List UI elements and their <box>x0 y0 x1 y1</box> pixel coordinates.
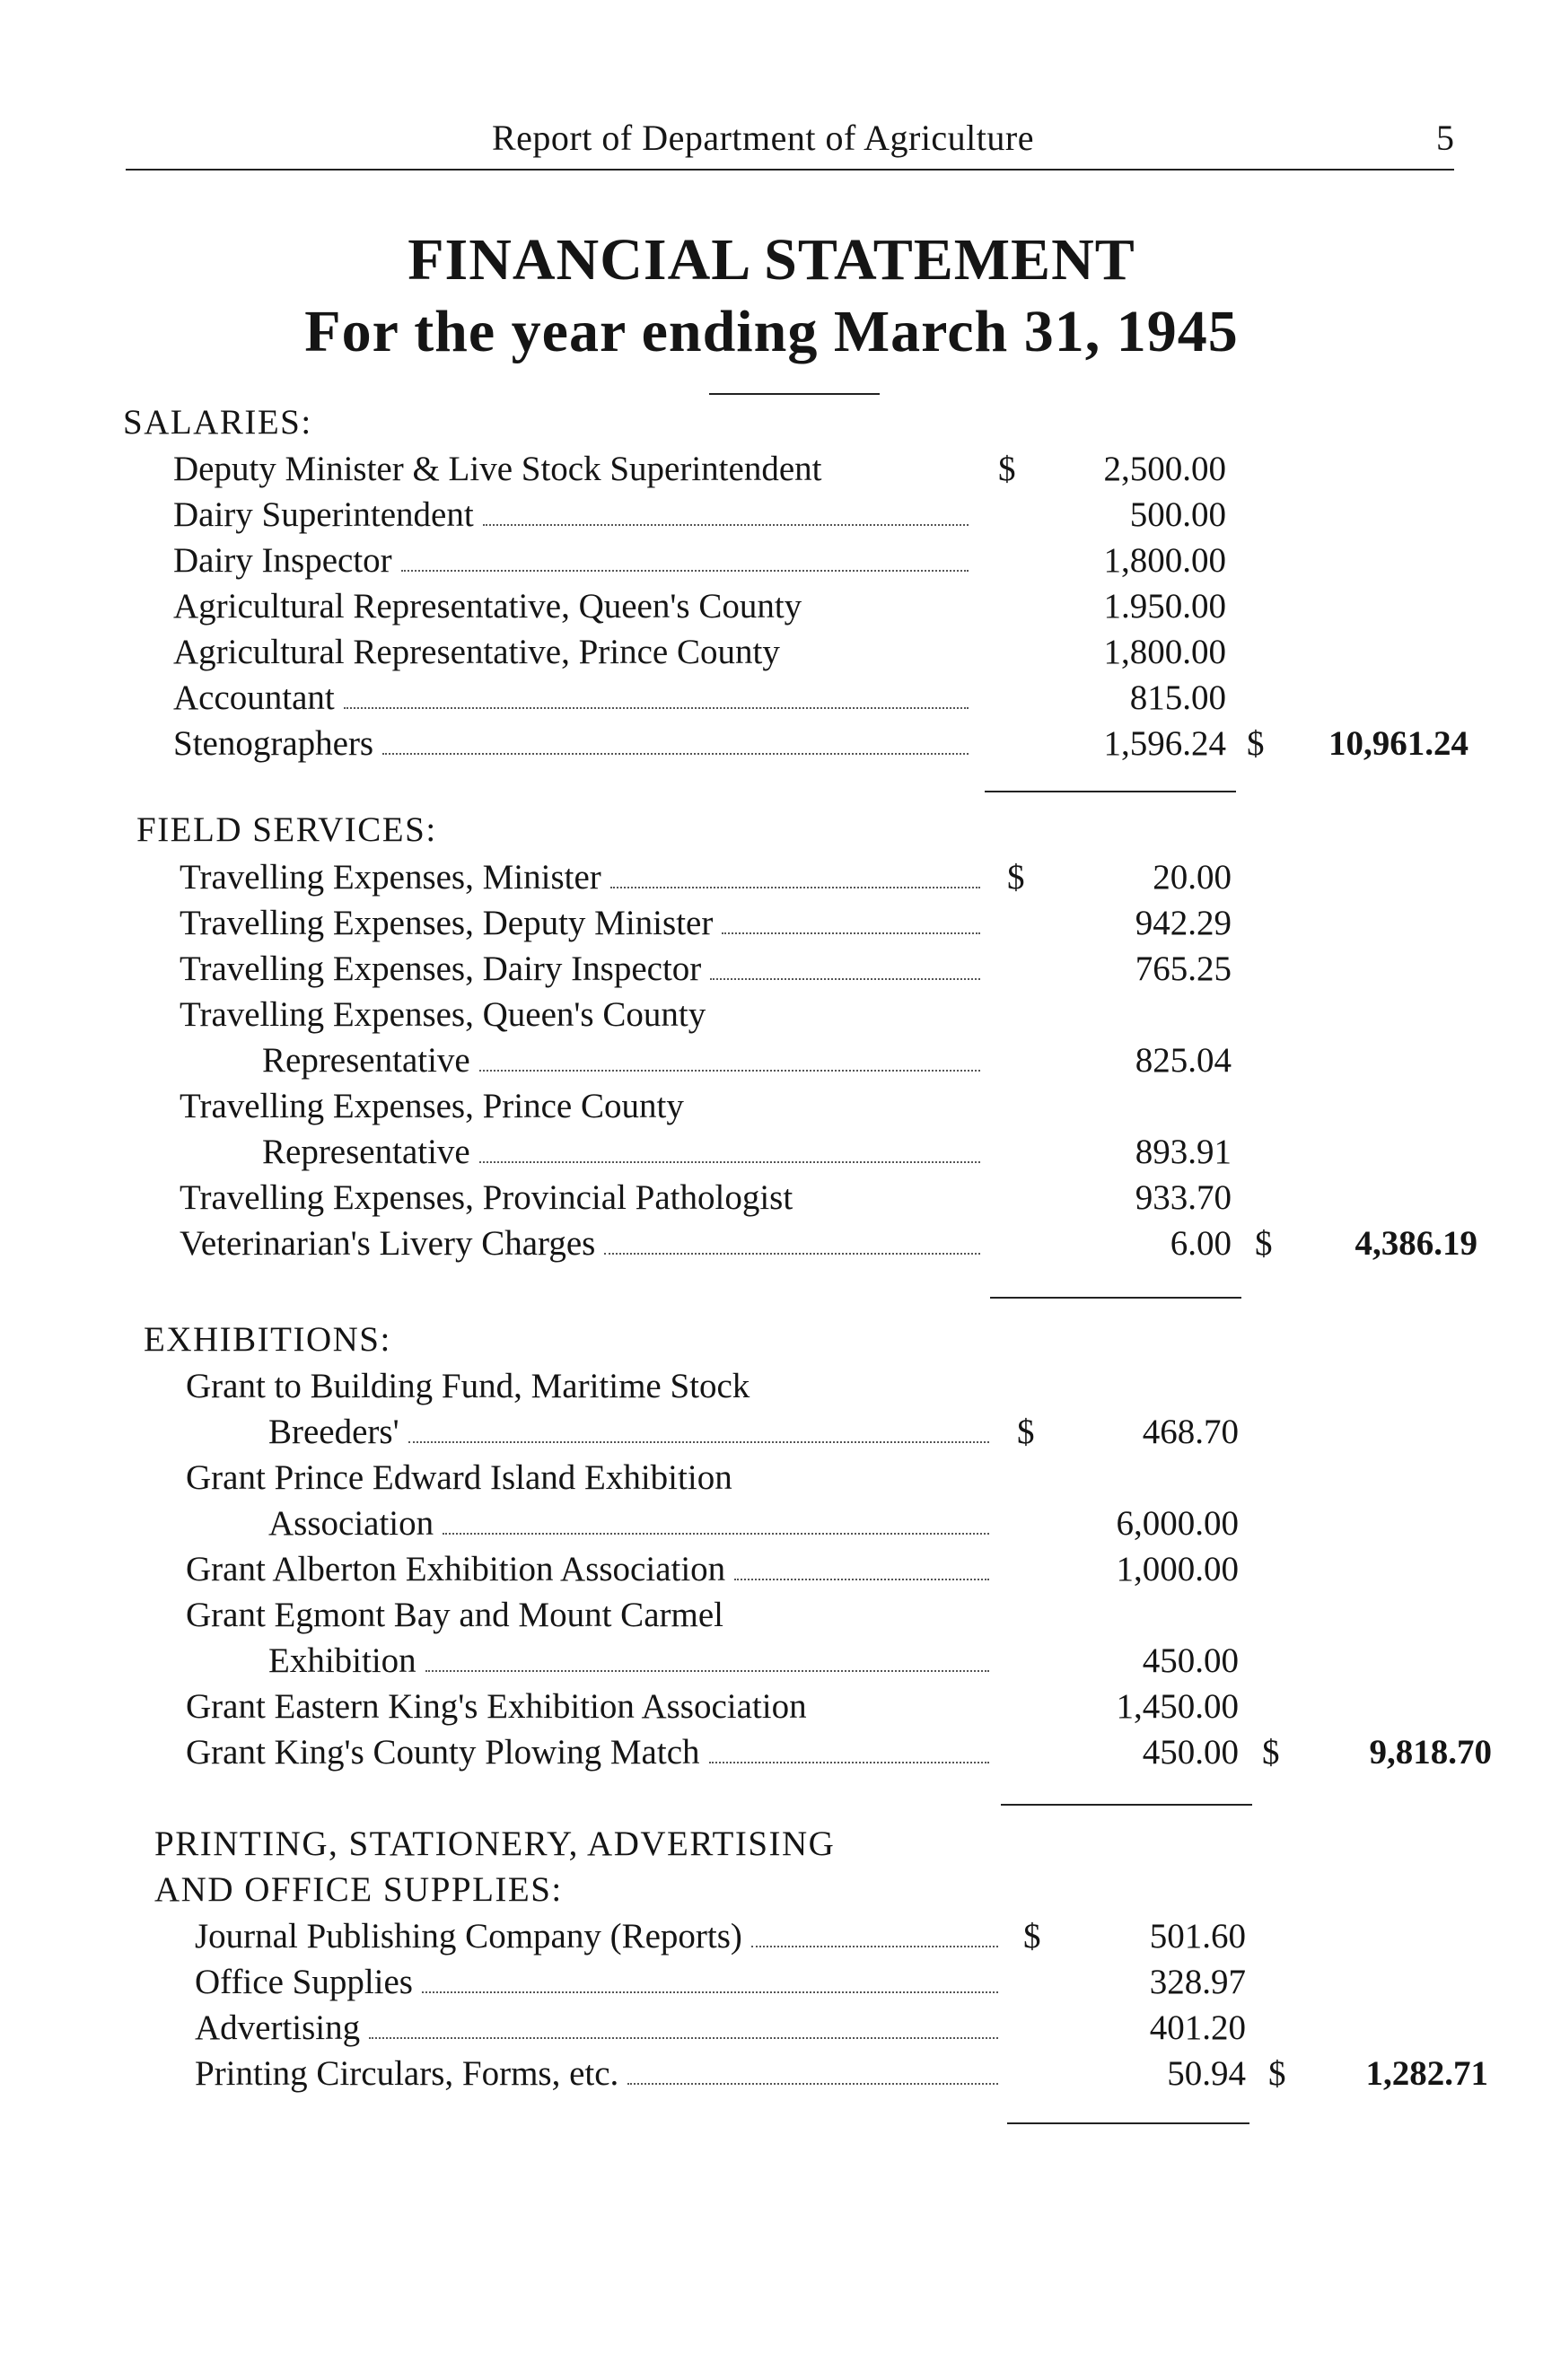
line-item-label <box>268 1412 995 1452</box>
line-item-text: Grant King's County Plowing Match <box>186 1733 700 1772</box>
line-item-label <box>180 1177 793 1218</box>
line-item <box>195 2008 1488 2052</box>
line-amount: 20.00 <box>1153 858 1232 897</box>
line-item-label <box>195 2008 1004 2048</box>
line-item <box>180 1132 1477 1177</box>
line-amount: 450.00 <box>1142 1641 1239 1680</box>
line-item-text: Representative <box>262 1133 470 1171</box>
dot-leader <box>709 1762 989 1763</box>
dot-leader <box>422 1991 998 1993</box>
line-amount: 893.91 <box>1135 1133 1232 1171</box>
dot-leader <box>710 978 980 980</box>
line-amount: 500.00 <box>1129 495 1226 534</box>
line-item <box>186 1412 1492 1457</box>
line-amount: 328.97 <box>1149 1963 1246 2001</box>
line-amount: 6.00 <box>1170 1224 1232 1263</box>
line-item-text: Veterinarian's Livery Charges <box>180 1224 596 1263</box>
dot-leader <box>425 1670 989 1672</box>
line-item-label <box>173 678 974 718</box>
dot-leader <box>382 753 969 755</box>
line-item-label <box>195 1916 1004 1956</box>
line-item <box>195 1916 1488 1961</box>
line-item <box>186 1686 1492 1731</box>
line-item-label <box>180 1086 684 1126</box>
title-rule <box>709 393 880 395</box>
dollar-sign: $ <box>998 450 1016 488</box>
line-item-text: Grant to Building Fund, Maritime Stock <box>186 1367 750 1405</box>
dot-leader <box>344 707 969 709</box>
line-amount: 933.70 <box>1135 1178 1232 1217</box>
line-item-label <box>180 1223 986 1264</box>
line-item-text: Dairy Inspector <box>173 541 392 580</box>
line-item-text: Breeders' <box>268 1413 399 1451</box>
section-total: 4,386.19 <box>1355 1224 1477 1263</box>
line-item-text: Grant Prince Edward Island Exhibition <box>186 1458 732 1497</box>
line-amount: 815.00 <box>1129 678 1226 717</box>
line-item-text: Journal Publishing Company (Reports) <box>195 1917 742 1956</box>
statement-subtitle: For the year ending March 31, 1945 <box>304 299 1239 364</box>
line-item <box>186 1503 1492 1548</box>
line-item-text: Office Supplies <box>195 1963 413 2001</box>
section-total: 10,961.24 <box>1328 724 1468 763</box>
line-item-label <box>262 1132 986 1172</box>
dollar-sign: $ <box>1023 1917 1041 1956</box>
line-item-label <box>195 2053 1004 2094</box>
line-item <box>186 1457 1492 1502</box>
line-item <box>180 1177 1477 1222</box>
line-amount: 468.70 <box>1142 1413 1239 1451</box>
total-dollar-sign: $ <box>1255 1224 1273 1263</box>
line-amount: 2,500.00 <box>1103 450 1226 488</box>
line-item <box>173 678 1468 722</box>
line-item-label <box>173 449 821 489</box>
line-item-label <box>173 632 780 672</box>
line-item-label <box>180 903 986 943</box>
section-heading: EXHIBITIONS: <box>144 1320 391 1359</box>
line-item <box>173 494 1468 539</box>
line-item-text: Grant Alberton Exhibition Association <box>186 1550 726 1588</box>
line-item <box>186 1732 1492 1777</box>
section-total: 9,818.70 <box>1369 1733 1492 1772</box>
line-item-label <box>180 994 706 1035</box>
dot-leader <box>401 570 969 572</box>
dot-leader <box>408 1441 989 1443</box>
line-item-text: Dairy Superintendent <box>173 495 474 534</box>
line-item-text: Association <box>268 1504 434 1543</box>
line-item <box>173 540 1468 585</box>
dot-leader <box>722 932 980 934</box>
line-item <box>180 1040 1477 1085</box>
line-item-label <box>186 1732 995 1772</box>
line-item-text: Accountant <box>173 678 335 717</box>
line-item-text: Representative <box>262 1041 470 1080</box>
section-total: 1,282.71 <box>1365 2054 1488 2093</box>
line-item <box>186 1641 1492 1685</box>
subtotal-rule <box>990 1297 1241 1299</box>
line-item-text: Agricultural Representative, Queen's County <box>173 587 802 626</box>
line-item-text: Exhibition <box>268 1641 416 1680</box>
page-number: 5 <box>1436 118 1454 158</box>
line-item-label <box>186 1549 995 1589</box>
line-amount: 1,450.00 <box>1116 1687 1239 1726</box>
line-item-text: Travelling Expenses, Deputy Minister <box>180 904 714 942</box>
line-amount: 1,800.00 <box>1103 633 1226 671</box>
dot-leader <box>479 1161 980 1163</box>
dot-leader <box>604 1253 980 1255</box>
line-amount: 50.94 <box>1167 2054 1246 2093</box>
line-item-label <box>173 494 974 535</box>
dollar-sign: $ <box>1007 858 1025 897</box>
line-item <box>186 1595 1492 1640</box>
line-item-text: Advertising <box>195 2008 361 2047</box>
line-item <box>186 1549 1492 1594</box>
line-item-text: Travelling Expenses, Prince County <box>180 1087 684 1125</box>
running-title: Report of Department of Agriculture <box>492 118 1034 158</box>
line-item <box>180 994 1477 1039</box>
line-item-label <box>186 1457 732 1498</box>
line-item-text: Travelling Expenses, Minister <box>180 858 601 897</box>
total-dollar-sign: $ <box>1247 724 1265 763</box>
line-item-text: Travelling Expenses, Provincial Pathologist <box>180 1178 793 1217</box>
line-item <box>180 903 1477 948</box>
section-heading-cont: AND OFFICE SUPPLIES: <box>154 1870 563 1909</box>
line-item-text: Grant Egmont Bay and Mount Carmel <box>186 1596 723 1634</box>
line-item-text: Travelling Expenses, Dairy Inspector <box>180 949 702 988</box>
running-header <box>126 113 1454 171</box>
section-heading: SALARIES: <box>123 403 312 442</box>
dot-leader <box>479 1070 980 1072</box>
line-item <box>180 1223 1477 1268</box>
line-item-label <box>195 1962 1004 2002</box>
line-item-label <box>180 949 986 989</box>
line-amount: 401.20 <box>1149 2008 1246 2047</box>
line-item <box>173 586 1468 631</box>
dot-leader <box>610 887 980 888</box>
dot-leader <box>734 1579 989 1580</box>
line-item <box>173 723 1468 768</box>
line-item-label <box>186 1686 807 1727</box>
dot-leader <box>627 2083 998 2085</box>
line-item <box>195 2053 1488 2098</box>
line-item-label <box>173 723 974 764</box>
line-item-label <box>262 1040 986 1081</box>
section-heading: FIELD SERVICES: <box>136 810 437 849</box>
line-item-label <box>173 540 974 581</box>
dot-leader <box>751 1946 998 1947</box>
line-item-label <box>268 1503 995 1544</box>
line-item <box>180 949 1477 993</box>
line-amount: 6,000.00 <box>1116 1504 1239 1543</box>
subtotal-rule <box>985 791 1236 792</box>
line-item-label <box>186 1366 750 1406</box>
subtotal-rule <box>1001 1804 1252 1806</box>
line-amount: 825.04 <box>1135 1041 1232 1080</box>
dot-leader <box>369 2037 998 2039</box>
line-amount: 450.00 <box>1142 1733 1239 1772</box>
line-item <box>180 1086 1477 1131</box>
line-item-label <box>173 586 802 626</box>
dot-leader <box>443 1533 989 1535</box>
line-item <box>173 632 1468 677</box>
section-heading: PRINTING, STATIONERY, ADVERTISING <box>154 1824 836 1863</box>
line-amount: 1.950.00 <box>1103 587 1226 626</box>
line-amount: 501.60 <box>1149 1917 1246 1956</box>
statement-title: FINANCIAL STATEMENT <box>408 227 1135 293</box>
line-item-text: Printing Circulars, Forms, etc. <box>195 2054 619 2093</box>
total-dollar-sign: $ <box>1268 2054 1286 2093</box>
dot-leader <box>483 524 969 526</box>
line-item-label <box>268 1641 995 1681</box>
line-item-text: Grant Eastern King's Exhibition Association <box>186 1687 807 1726</box>
line-item <box>180 857 1477 902</box>
line-amount: 1,800.00 <box>1103 541 1226 580</box>
line-item-text: Agricultural Representative, Prince County <box>173 633 780 671</box>
line-item <box>186 1366 1492 1411</box>
total-dollar-sign: $ <box>1262 1733 1280 1772</box>
subtotal-rule <box>1007 2122 1249 2124</box>
line-item-text: Stenographers <box>173 724 374 763</box>
dollar-sign: $ <box>1017 1413 1035 1451</box>
line-item <box>173 449 1468 494</box>
line-item-text: Travelling Expenses, Queen's County <box>180 995 706 1034</box>
line-item <box>195 1962 1488 2007</box>
line-item-text: Deputy Minister & Live Stock Superintendent <box>173 450 822 488</box>
line-amount: 1,000.00 <box>1116 1550 1239 1588</box>
line-amount: 1,596.24 <box>1103 724 1226 763</box>
line-item-label <box>180 857 986 897</box>
line-item-label <box>186 1595 723 1635</box>
line-amount: 765.25 <box>1135 949 1232 988</box>
line-amount: 942.29 <box>1135 904 1232 942</box>
